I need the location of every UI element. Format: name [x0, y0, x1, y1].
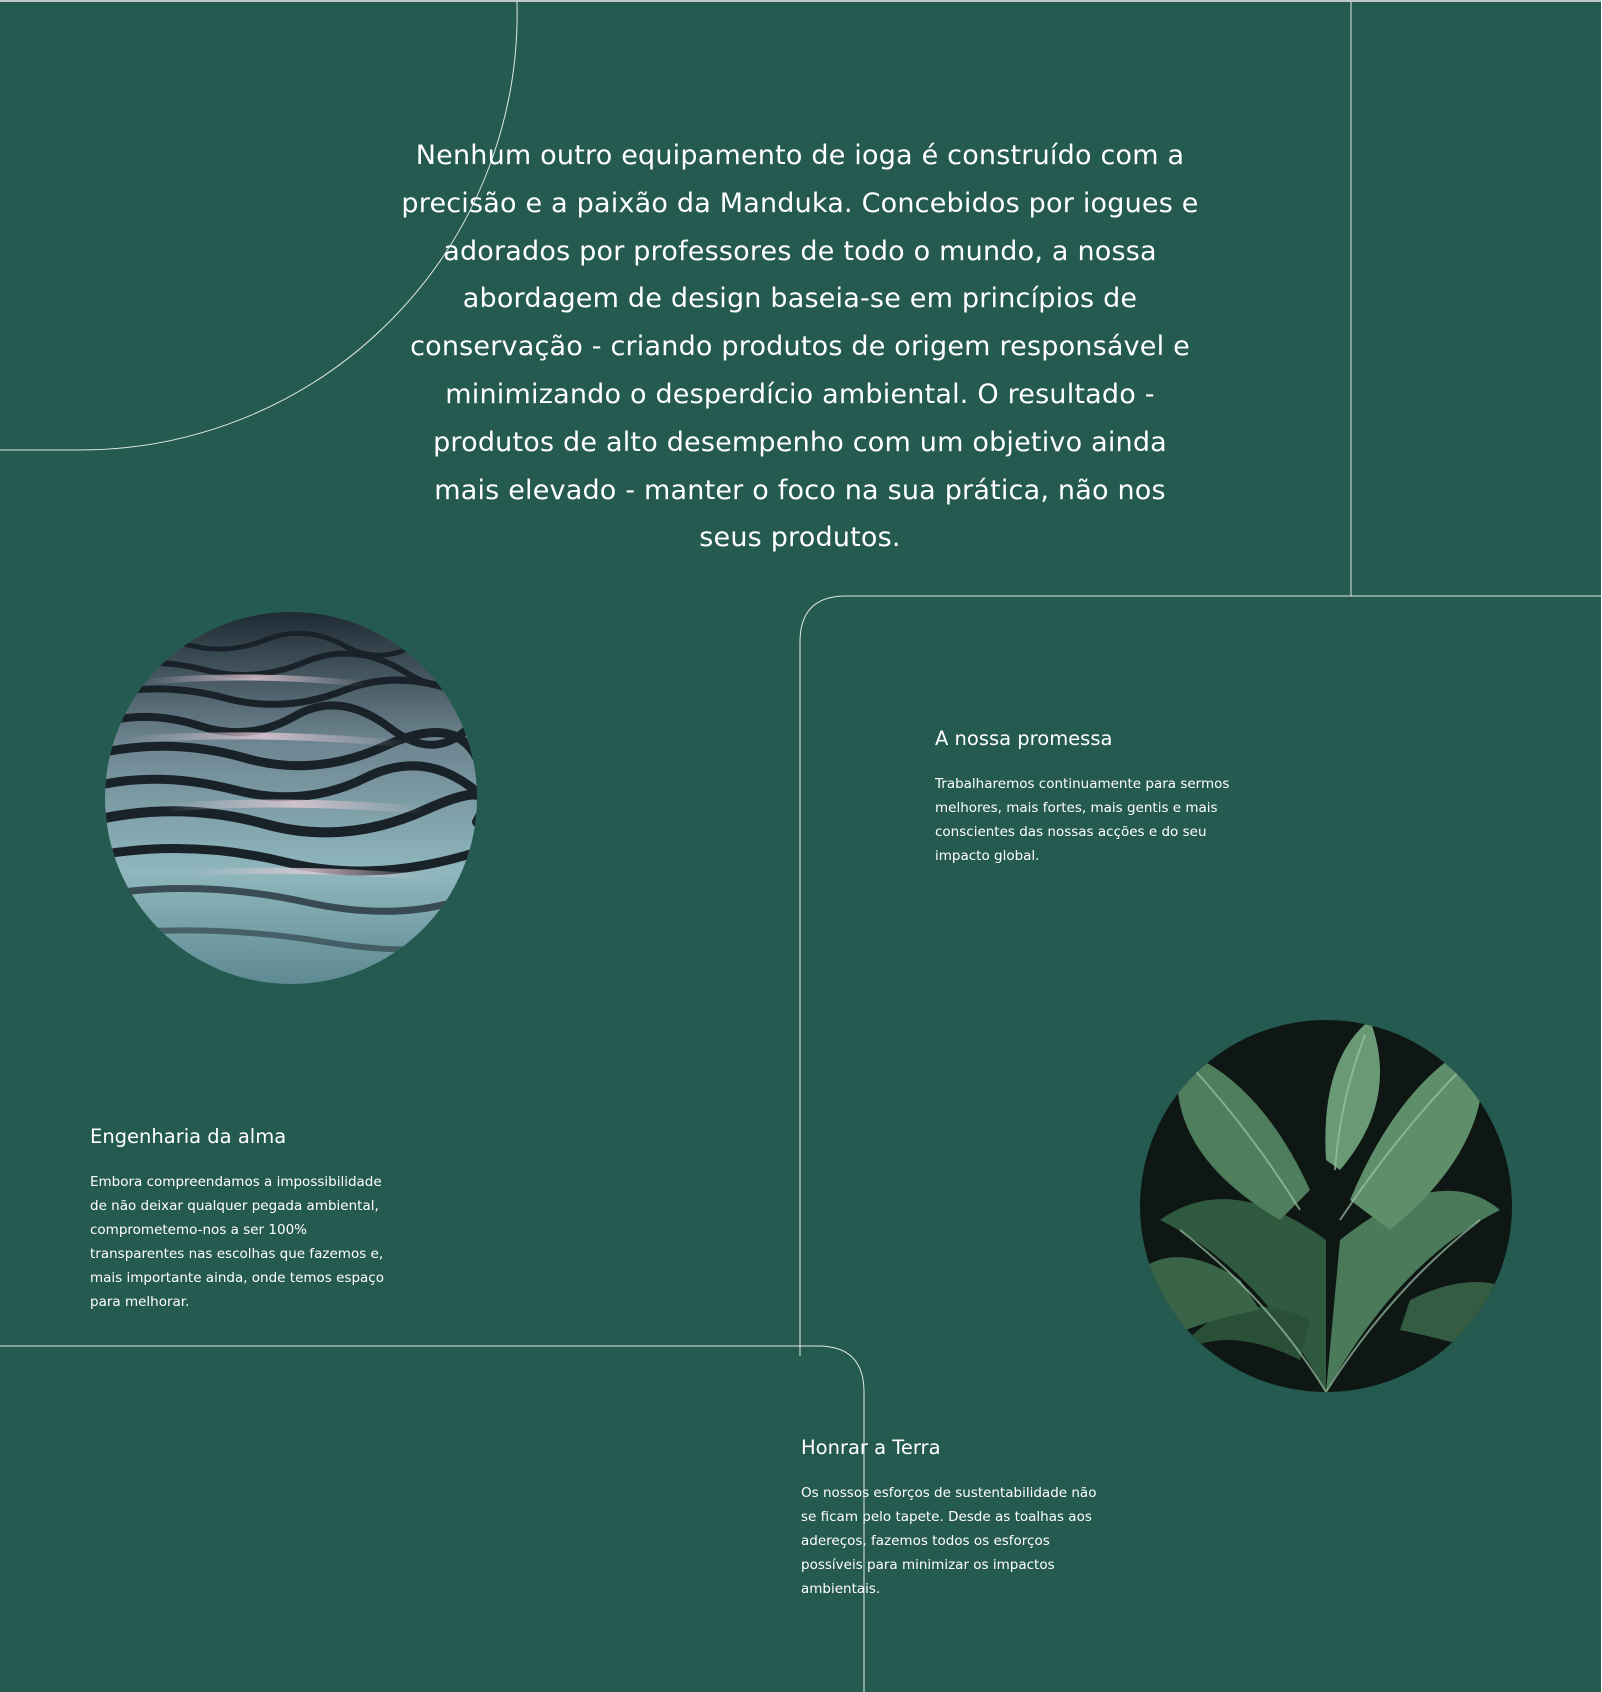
leaves-image	[1140, 1020, 1512, 1392]
section-body-honor-earth: Os nossos esforços de sustentabilidade não se ficam pelo tapete. Desde as toalhas aos adereços, fazemos todos os esforços possíveis para minimizar os impactos ambientais.	[801, 1485, 1097, 1597]
section-title-engineering: Engenharia da alma	[90, 1125, 287, 1148]
sustainability-section	[0, 2, 1601, 1692]
section-body-engineering: Embora compreendamos a impossibilidade de não deixar qualquer pegada ambiental, comprometemo-nos a ser 100% transparentes nas escolhas que fazemos e, mais importante ainda, onde temos espaço para melhorar.	[90, 1174, 384, 1310]
water-photo	[105, 612, 477, 984]
section-title-promise: A nossa promessa	[935, 727, 1113, 750]
decorative-frame-bottom	[0, 1346, 864, 1692]
water-image	[105, 612, 477, 984]
section-body-promise: Trabalharemos continuamente para sermos melhores, mais fortes, mais gentis e mais conscientes das nossas acções e do seu impacto global.	[935, 776, 1230, 864]
leaves-photo	[1140, 1020, 1512, 1392]
section-title-honor-earth: Honrar a Terra	[801, 1436, 941, 1459]
intro-paragraph: Nenhum outro equipamento de ioga é construído com a precisão e a paixão da Manduka. Concebidos por iogues e adorados por professores de todo o mundo, a nossa abordagem de design baseia-se em princípios de conservação - criando produtos de origem responsável e minimizando o desperdício ambiental. O resultado - produtos de alto desempenho com um objetivo ainda mais elevado - manter o foco na sua prática, não nos seus produtos.	[401, 140, 1199, 554]
